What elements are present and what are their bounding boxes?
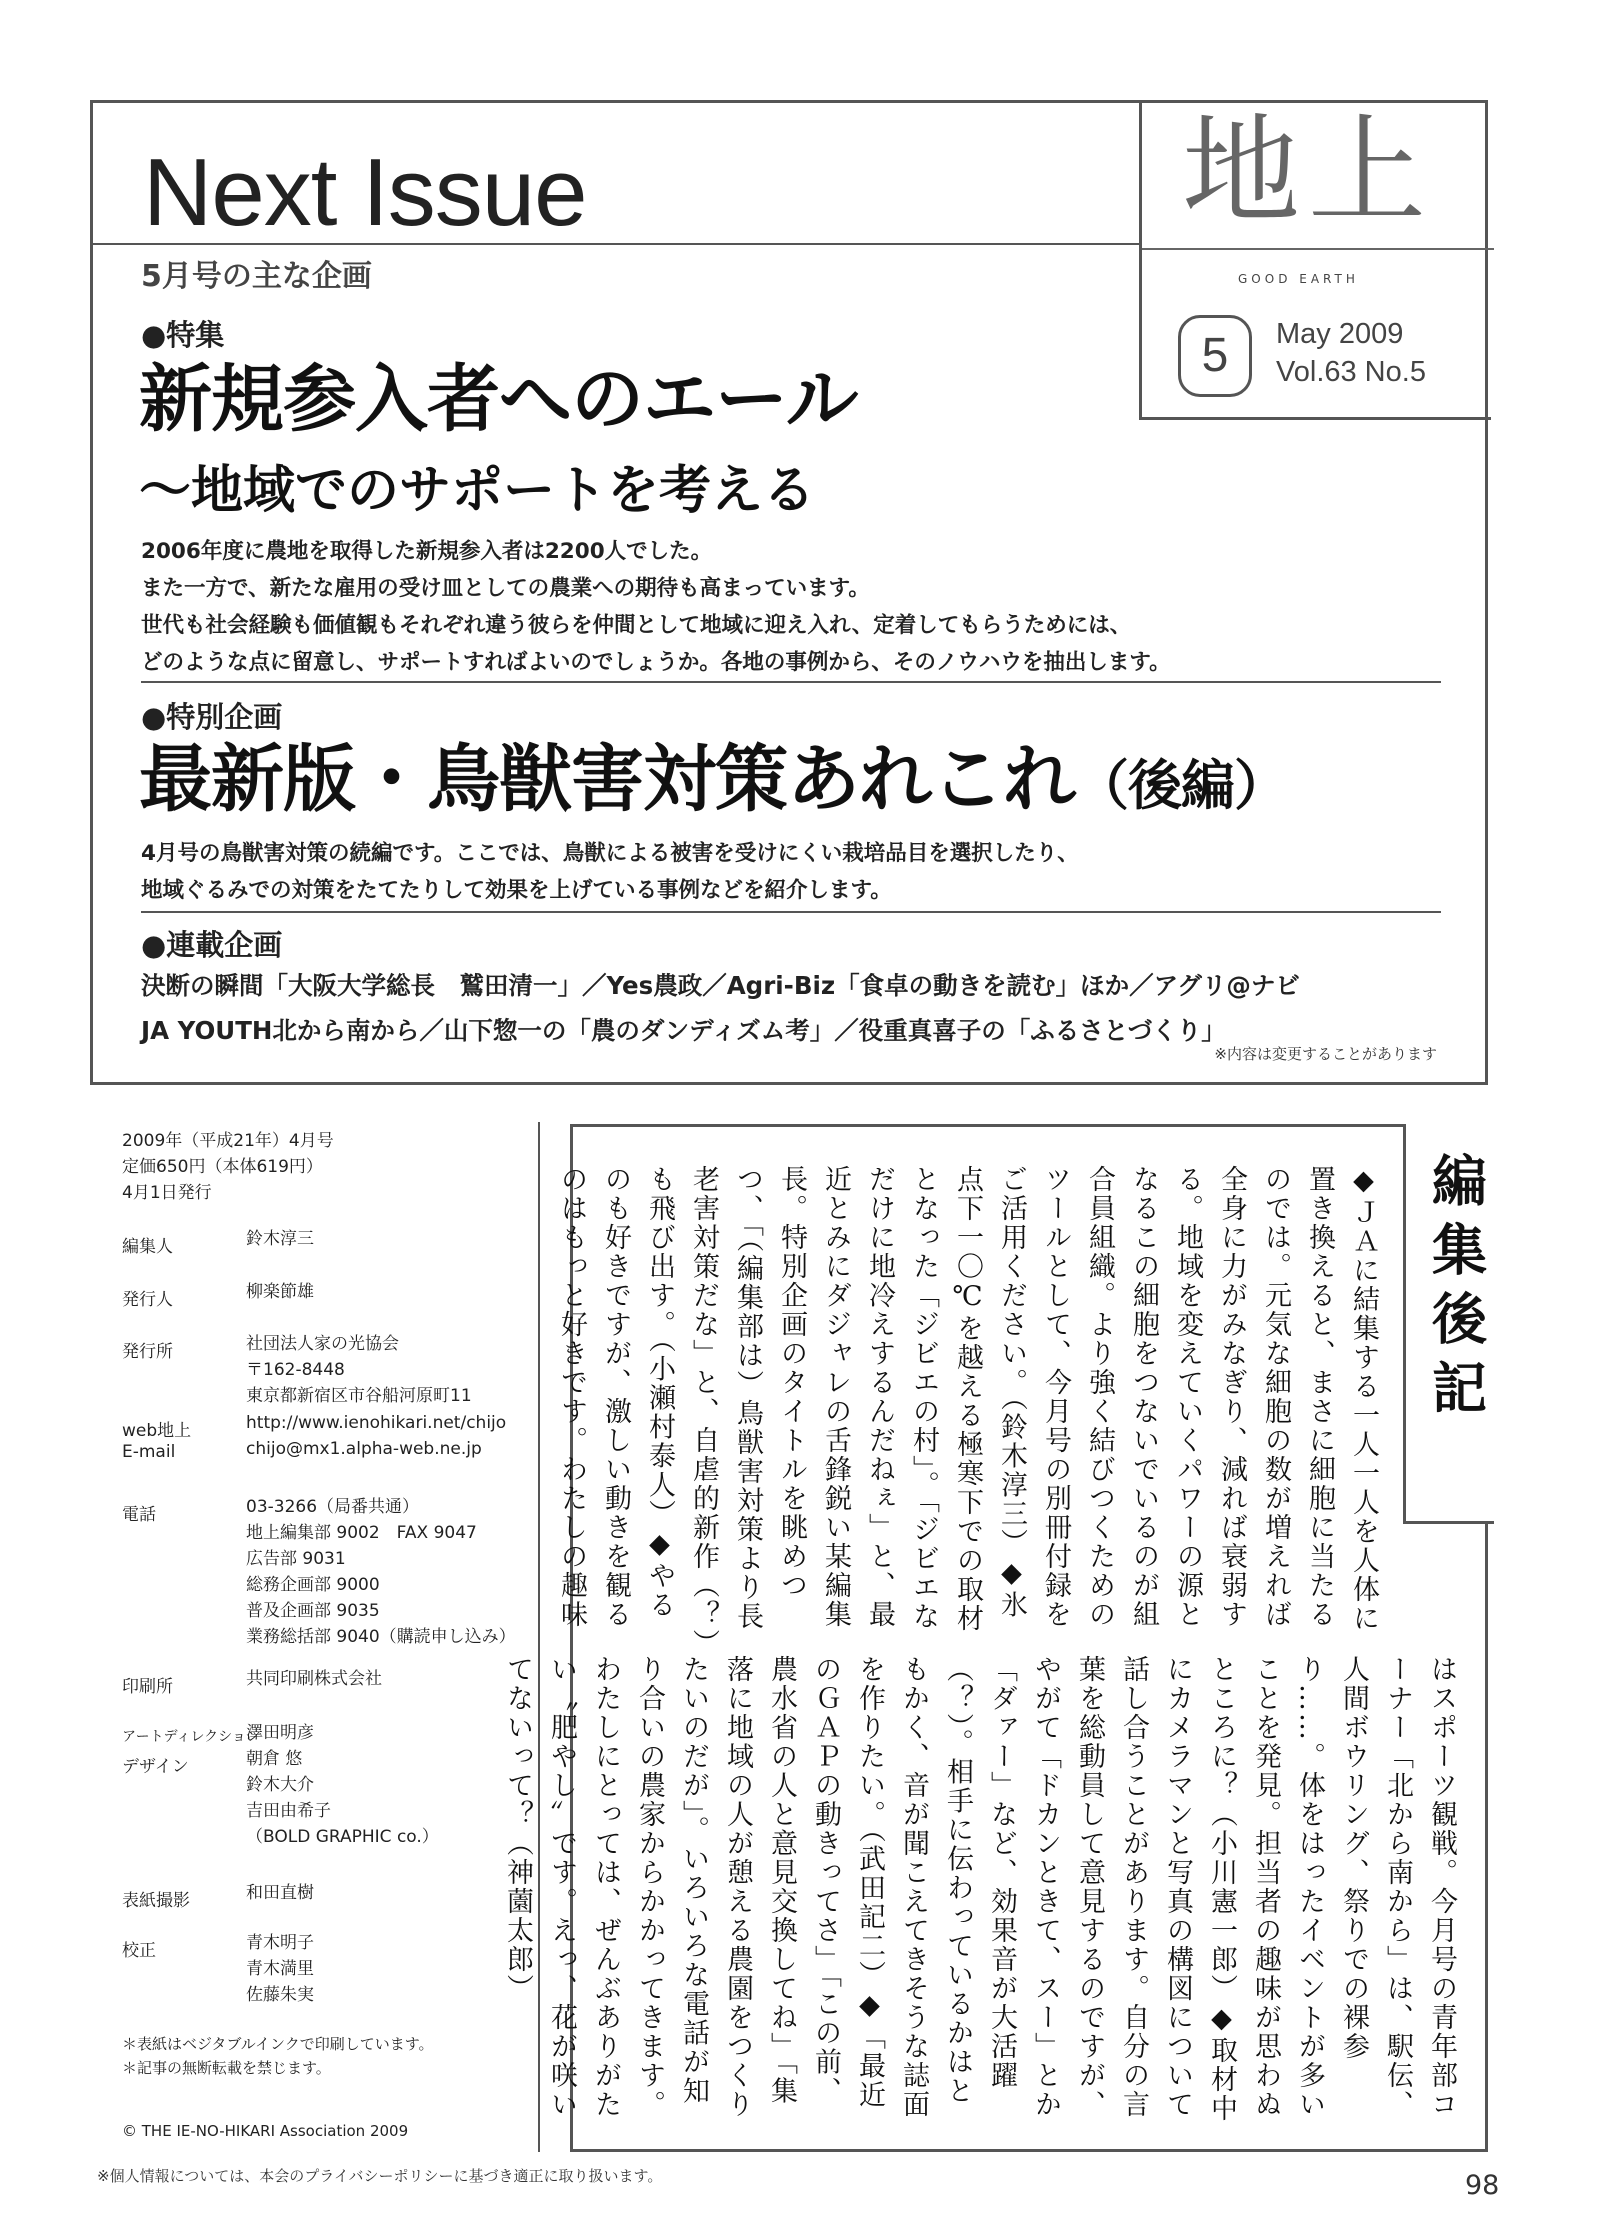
special-body-line: 4月号の鳥獣害対策の続編です。ここでは、鳥獣による被害を受けにくい栽培品目を選択したり、	[141, 841, 1079, 866]
credit-label: 表紙撮影	[122, 1891, 190, 1911]
credit-line: 青木満里	[246, 1959, 314, 1979]
feature-subtitle: 〜地域でのサポートを考える	[139, 461, 816, 521]
feature-label: ●特集	[141, 318, 225, 352]
special-label: ●特別企画	[141, 700, 283, 734]
postscript-title: 編集後記	[1423, 1152, 1487, 1428]
credit-label: 校正	[122, 1941, 156, 1961]
serial-list	[141, 963, 1300, 1053]
credit-line: 佐藤朱実	[246, 1985, 314, 2005]
postscript-paragraphs: ◆ＪＡに結集する一人一人を人体に置き換えると、まさに細胞に当たるのでは。元気な細胞の数が増えれば全身に力がみなぎり、減れば衰弱する。地域を変えていくパワーの源となるこの細胞をつないでいるのが組合員組織。より強く結びつくためのツールとして、今月号の別冊付録をご活用ください。（鈴木淳三）◆氷点下一〇℃を越える極寒下での取材となった「ジビエの村」。「ジビエなだけに地冷えするんだねぇ」と、最近とみにダジャレの舌鋒鋭い某編集長。特別企画のタイトルを眺めつつ、「（編集部は）鳥獣害対策より長老害対策だな」と、自虐的新作（？）も飛び出す。（小瀬村泰人）◆やるのも好きですが、激しい動きを観るのはもっと好きです。わたしの趣味	[556, 1165, 1379, 1645]
credit-value: 鈴木淳三	[246, 1229, 314, 1249]
credit-value	[246, 1746, 439, 1850]
feature-body	[141, 533, 1171, 681]
magazine-tagline: GOOD EARTH	[1238, 272, 1359, 286]
serial-line: JA YOUTH北から南から／山下惣一の「農のダンディズム考」／役重真喜子の「ふるさとづくり」	[141, 1016, 1226, 1045]
credit-line: 〒162-8448	[246, 1360, 345, 1380]
credit-label: デザイン	[122, 1757, 189, 1777]
special-body-line: 地域ぐるみでの対策をたてたりして効果を上げている事例などを紹介します。	[141, 878, 892, 903]
special-title-main: 最新版・鳥獣害対策あれこれ	[139, 737, 1075, 822]
colophon-notes	[122, 2032, 434, 2080]
credit-line: 広告部 9031	[246, 1549, 346, 1569]
credit-label: 発行所	[122, 1342, 173, 1362]
feature-title: 新規参入者へのエール	[139, 357, 858, 442]
issue-volume: Vol.63 No.5	[1276, 356, 1426, 388]
editor-postscript-box	[502, 1124, 1488, 2152]
credit-value: 共同印刷株式会社	[246, 1669, 382, 1689]
credit-line: 業務総括部 9040（購読申し込み）	[246, 1627, 516, 1647]
special-title-suffix: （後編）	[1075, 754, 1287, 817]
credit-label: E-mail	[122, 1442, 176, 1462]
issue-info	[122, 1128, 334, 1206]
credit-label: 印刷所	[122, 1677, 173, 1697]
credit-label: 編集人	[122, 1237, 173, 1257]
credit-value: 和田直樹	[246, 1883, 314, 1903]
feature-body-line: また一方で、新たな雇用の受け皿としての農業への期待も高まっています。	[141, 576, 870, 601]
credit-line: 総務企画部 9000	[246, 1575, 380, 1595]
credit-label: web地上	[122, 1421, 192, 1441]
copyright: © THE IE-NO-HIKARI Association 2009	[122, 2122, 409, 2140]
credit-line: 鈴木大介	[246, 1775, 314, 1795]
next-issue-subtitle: 5月号の主な企画	[141, 259, 372, 294]
credit-value	[246, 1494, 516, 1650]
issue-date	[1276, 315, 1426, 391]
credit-line: （BOLD GRAPHIC co.）	[246, 1827, 439, 1847]
postscript-paragraphs: はスポーツ観戦。今月号の青年部コーナー「北から南から」は、駅伝、人間ボウリング、祭りでの裸参り……。体をはったイベントが多いことを発見。担当者の趣味が思わぬところに？（小川憲一郎）◆取材中にカメラマンと写真の構図について話し合うことがあります。自分の言葉を総動員して意見するのですが、やがて「ドカンときて、スー」とか「ダァー」など、効果音が大活躍（？）。相手に伝わっているかはともかく、音が聞こえてきそうな誌面を作りたい。（武田記二）◆「最近のＧＡＰの動きってさ」「この前、農水省の人と意見交換してね」「集落に地域の人が憩える農園をつくりたいのだが」。いろいろな電話が知り合いの農家からかかってきます。わたしにとっては、ぜんぶありがたい〝肥やし〟です。えっ、花が咲いてないって？（神薗太郎）	[502, 1655, 1457, 2123]
credit-line: 東京都新宿区市谷船河原町11	[246, 1386, 472, 1406]
credit-line: 普及企画部 9035	[246, 1601, 380, 1621]
credit-value: 柳楽節雄	[246, 1282, 314, 1302]
credit-line: 地上編集部 9002 FAX 9047	[246, 1523, 477, 1543]
credit-label: 電話	[122, 1505, 156, 1525]
note-line: ＊表紙はベジタブルインクで印刷しています。	[122, 2035, 434, 2053]
issue-info-line: 2009年（平成21年）4月号	[122, 1131, 334, 1151]
title-underline	[93, 243, 1141, 245]
section-divider	[141, 681, 1441, 683]
serial-label: ●連載企画	[141, 928, 283, 962]
special-title	[139, 737, 1287, 822]
issue-info-line: 定価650円（本体619円）	[122, 1157, 323, 1177]
feature-body-line: どのような点に留意し、サポートすればよいのでしょうか。各地の事例から、そのノウハウを抽出します。	[141, 650, 1171, 675]
next-issue-box	[90, 100, 1488, 1085]
change-notice: ※内容は変更することがあります	[1214, 1045, 1437, 1063]
section-divider	[141, 911, 1441, 913]
page-number: 98	[1465, 2170, 1500, 2201]
magazine-logo: 地上	[1182, 102, 1435, 240]
feature-body-line: 世代も社会経験も価値観もそれぞれ違う彼らを仲間として地域に迎え入れ、定着してもらうためには、	[141, 613, 1132, 638]
credit-line: 朝倉 悠	[246, 1749, 303, 1769]
credit-line: 03-3266（局番共通）	[246, 1497, 420, 1517]
email-address: chijo@mx1.alpha-web.ne.jp	[246, 1439, 482, 1459]
credit-value: 澤田明彦	[246, 1723, 314, 1743]
privacy-notice: ※個人情報については、本会のプライバシーポリシーに基づき適正に取り扱います。	[97, 2167, 663, 2185]
issue-month: May 2009	[1276, 318, 1404, 350]
postscript-upper-text	[549, 1165, 1385, 1645]
credit-label: アートディレクション	[122, 1729, 260, 1745]
credit-line: 社団法人家の光協会	[246, 1334, 399, 1354]
masthead	[1139, 100, 1491, 420]
next-issue-title: Next Issue	[143, 139, 587, 246]
postscript-title-box	[1403, 1124, 1494, 1524]
credit-value	[246, 1930, 314, 2008]
serial-line: 決断の瞬間「大阪大学総長 鷲田清一」／Yes農政／Agri-Biz「食卓の動きを読む」ほか／アグリ@ナビ	[141, 971, 1300, 1000]
credit-line: 青木明子	[246, 1933, 314, 1953]
feature-body-line: 2006年度に農地を取得した新規参入者は2200人でした。	[141, 539, 713, 564]
website-link: http://www.ienohikari.net/chijo	[246, 1413, 507, 1433]
postscript-lower-text	[495, 1655, 1463, 2130]
special-body	[141, 835, 1079, 909]
issue-number-badge: 5	[1178, 315, 1252, 397]
masthead-rule	[1142, 248, 1494, 250]
credit-label: 発行人	[122, 1290, 173, 1310]
credit-line: 吉田由希子	[246, 1801, 331, 1821]
issue-info-line: 4月1日発行	[122, 1183, 212, 1203]
credit-value	[246, 1331, 472, 1409]
note-line: ＊記事の無断転載を禁じます。	[122, 2059, 331, 2077]
